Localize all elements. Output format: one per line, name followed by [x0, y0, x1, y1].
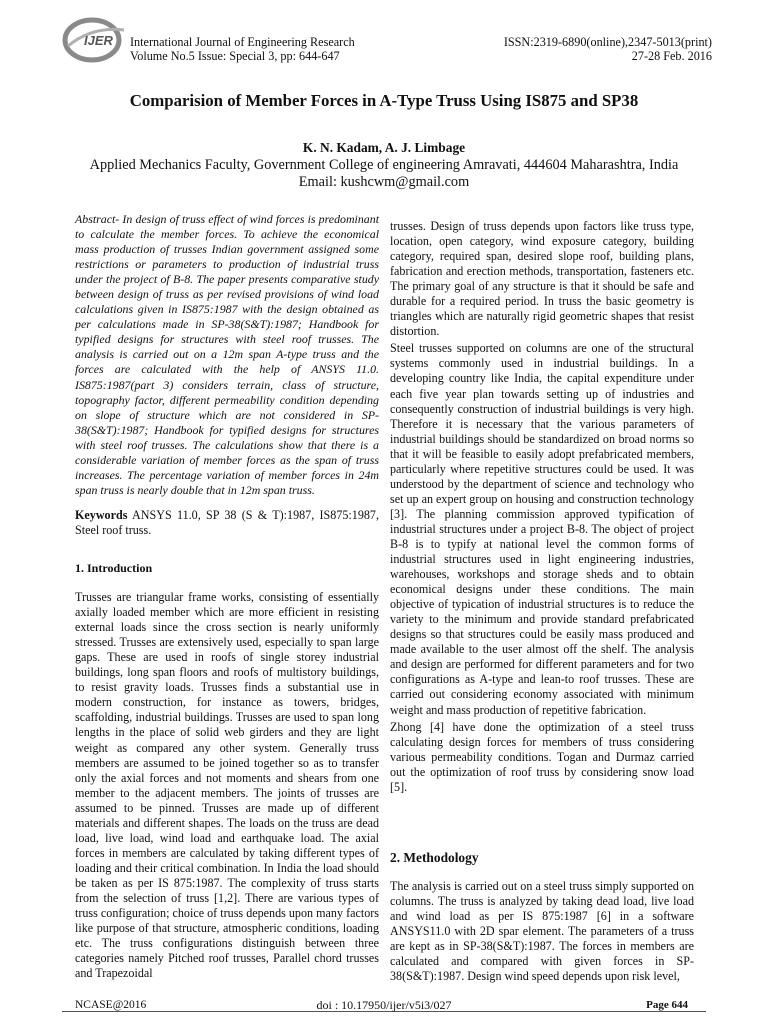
journal-name: International Journal of Engineering Research: [130, 35, 355, 49]
keywords: [75, 508, 379, 538]
left-column: [75, 212, 379, 981]
journal-volume: Volume No.5 Issue: Special 3, pp: 644-647: [130, 49, 340, 63]
authors: K. N. Kadam, A. J. Limbage: [302, 140, 466, 155]
body-paragraph-1: trusses. Design of truss depends upon factors like truss type, location, open category, wind exposure category, building category, required span, desired slope roof, building plans, fabrication and erection methods, transportation, fasteners etc. The primary goal of any structure is that it should be safe and durable for a required period. In truss the basic geometry is triangles which are naturally rigid geometric shapes that resist distortion.: [390, 219, 694, 339]
introduction-paragraph: Trusses are triangular frame works, consisting of essentially axially loaded member which are more efficient in resisting external loads since the cross section is nearly uniformly stressed. Trusses are extensively used, especially to span large gaps. These are used in roofs of single storey industrial buildings, long span floors and roofs of multistory buildings, to resist gravity loads. Trusses finds a substantial use in modern construction, for instance as towers, bridges, scaffolding, industrial buildings. Trusses are used to span long lengths in the place of solid web girders and they are light weight as compared any other system. Generally truss members are assumed to be joined together so as to transfer only the axial forces and not moments and shears from one member to the adjacent members. The joints of trusses are assumed to be pinned. Trusses are made up of different materials and different shapes. The loads on the truss are dead load, live load, wind load and earthquake load. The axial forces in members are calculated by taking different types of loading and their critical combination. In India the load should be taken as per IS 875:1987. The complexity of truss starts from the selection of truss [1,2]. There are various types of truss configuration; choice of truss depends upon many factors like purpose of that structure, atmospheric conditions, loading etc. The truss configurations distinguish between three categories namely Pitched roof trusses, Parallel chord trusses and Trapezoidal: [75, 590, 379, 981]
journal-header-left: [130, 35, 355, 63]
issn: ISSN:2319-6890(online),2347-5013(print): [503, 35, 712, 49]
keywords-text: ANSYS 11.0, SP 38 (S & T):1987, IS875:1987, Steel roof truss.: [75, 507, 379, 537]
body-paragraph-3: Zhong [4] have done the optimization of a steel truss calculating design forces for members of truss considering various permeability conditions. Togan and Durmaz carried out the optimization of roof truss by considering snow load [5].: [390, 719, 694, 794]
methodology-paragraph: The analysis is carried out on a steel truss simply supported on columns. The truss is analyzed by taking dead load, live load and wind load as per IS 875:1987 [6] in a software ANSYS11.0 with 2D spar element. The parameters of a truss are kept as in SP-38(S&T):1987. The forces in members are calculated and compared with given forces in SP-38(S&T):1987. Design wind speed depends upon risk level,: [390, 878, 694, 984]
email: Email: kushcwm@gmail.com: [298, 174, 470, 190]
logo-text: IJER: [84, 33, 113, 48]
affiliation: Applied Mechanics Faculty, Government College of engineering Amravati, 444604 Maharashtra, India: [89, 157, 679, 173]
journal-logo-icon: [62, 16, 132, 64]
section-heading-methodology: 2. Methodology: [390, 849, 479, 865]
affiliation-block: [0, 157, 768, 191]
keywords-label: Keywords: [75, 507, 128, 522]
footer-conference: NCASE@2016: [75, 999, 147, 1011]
abstract: Abstract- In design of truss effect of wind forces is predominant to calculate the member forces. To achieve the economical mass production of trusses Indian government assigned some restrictions or parameters to production of industrial truss under the project of B-8. The paper presents comparative study between design of truss as per revised provisions of wind load calculations given in IS875:1987 with the design obtained as per calculations made in SP-38(S&T):1987; Handbook for typified designs for structures with steel roof trusses. The analysis is carried out on a 12m span A-type truss and the forces are calculated with the help of ANSYS 11.0. IS875:1987(part 3) considers terrain, class of structure, topography factor, different permeability condition depending on slope of structure which are not considered in SP-38(S&T):1987; Handbook for typified designs for structures with steel roof trusses. The calculations show that there is a considerable variation of member forces as the span of truss increases. The percentage variation of member forces in 24m span truss is nearly double that in 12m span truss.: [75, 212, 379, 497]
journal-header-right: [504, 35, 712, 63]
body-paragraph-2: Steel trusses supported on columns are one of the structural systems commonly used in industrial buildings. In a developing country like India, the capital expenditure under each five year plan towards setting up of industries and consequently construction of industrial buildings is very high. Therefore it is necessary that the various parameters of industrial buildings should be standardized on broad norms so that it will be feasible to easily adopt prefabricated members, particularly where repetitive structures could be used. It was understood by the department of science and technology who set up an expert group on housing and construction technology [3]. The planning commission approved typification of industrial structures under a project B-8. The object of project B-8 is to typify at national level the common forms of industrial structures used in light engineering industries, warehouses, workshops and storage sheds and to obtain economical designs under these conditions. The main objective of typication of industrial structures is to reduce the variety to the minimum and provide standard prefabricated designs so that structures could be easily mass produced and made available to the user almost off the shelf. The analysis and design are performed for different parameters and for two configurations as A-type and lean-to roof trusses. These are carried out considering economy associated with minimum weight and mass production of repetitive fabrication.: [390, 341, 694, 717]
conference-date: 27-28 Feb. 2016: [631, 49, 712, 63]
section-heading-introduction: 1. Introduction: [75, 560, 153, 575]
paper-title: Comparision of Member Forces in A-Type Truss Using IS875 and SP38: [129, 91, 639, 110]
footer-doi: doi : 10.17950/ijer/v5i3/027: [316, 998, 452, 1012]
right-column: [390, 219, 694, 984]
page-number: Page 644: [646, 999, 688, 1011]
